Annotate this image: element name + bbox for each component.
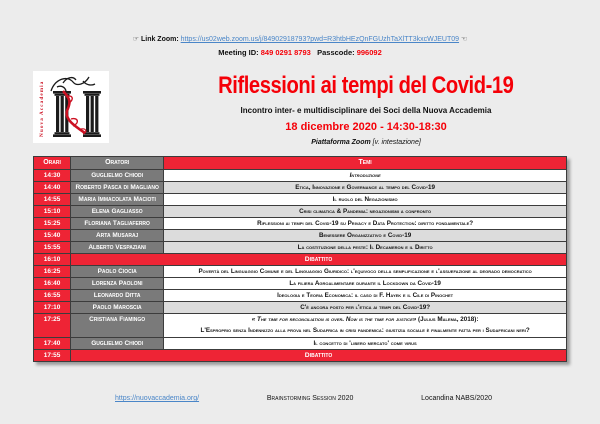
time-cell: 15:40 xyxy=(34,230,71,242)
topic-cell: Etica, Innovazione e Governance al tempo del Covid-19 xyxy=(164,182,567,194)
topic-cell xyxy=(164,314,567,338)
speaker-cell: Paolo Ciocia xyxy=(71,266,164,278)
time-cell: 15:10 xyxy=(34,206,71,218)
speaker-cell: Leonardo Ditta xyxy=(71,290,164,302)
meeting-id-value: 849 0291 8793 xyxy=(260,48,311,57)
session-row xyxy=(34,266,567,278)
platform-name: Piattaforma Zoom xyxy=(311,139,371,146)
header-temi: Temi xyxy=(164,157,567,170)
debate-row xyxy=(34,350,567,362)
session-row xyxy=(34,218,567,230)
table-header-row xyxy=(34,157,567,170)
time-cell: 16:55 xyxy=(34,290,71,302)
schedule-body xyxy=(34,170,567,362)
session-row xyxy=(34,194,567,206)
quote-text: « The time for reconciliation is over. Now is the time for justice» xyxy=(251,316,417,323)
session-row xyxy=(34,290,567,302)
session-row xyxy=(34,242,567,254)
header-oratori: Oratori xyxy=(71,157,164,170)
time-cell: 17:40 xyxy=(34,338,71,350)
session-row xyxy=(34,170,567,182)
topic-cell: Crisi climatica & Pandemia: negazionismi a confronto xyxy=(164,206,567,218)
topic-cell: Il concetto di 'libero mercato' come virus xyxy=(164,338,567,350)
footer-locandina-label: Locandina NABS/2020 xyxy=(421,395,492,402)
topic-cell: Povertà del Linguaggio Comune e del Linguaggio Giuridico: l'equivoco della semplificazione e l'assuefazione al degrado democratico xyxy=(164,266,567,278)
session-row xyxy=(34,206,567,218)
debate-row xyxy=(34,254,567,266)
speaker-cell: Paolo Maroscia xyxy=(71,302,164,314)
topic-cell: La filiera Agroalimentare durante il Lockdown da Covid-19 xyxy=(164,278,567,290)
topic-cell: C'è ancora posto per l'etica ai tempi del Covid-19? xyxy=(164,302,567,314)
footer xyxy=(33,394,567,403)
topic-cell: Benessere Organizzativo e Covid-19 xyxy=(164,230,567,242)
website-link[interactable]: https://nuovaccademia.org/ xyxy=(115,395,200,402)
topic-cell: Ideologia e Teoria Economica: il caso di F. Hayek e il Cile di Pinochet xyxy=(164,290,567,302)
time-cell: 16:40 xyxy=(34,278,71,290)
topic-cell: Il ruolo del Negazionismo xyxy=(164,194,567,206)
pointer-left-icon: ☜ xyxy=(460,36,468,43)
meeting-info-line xyxy=(0,48,600,57)
speaker-cell: Roberto Pasca di Magliano xyxy=(71,182,164,194)
logo-graphic xyxy=(33,71,109,143)
time-cell: 15:55 xyxy=(34,242,71,254)
time-cell: 14:30 xyxy=(34,170,71,182)
time-cell: 16:25 xyxy=(34,266,71,278)
zoom-link-label: Link Zoom: xyxy=(140,36,179,43)
passcode-label: Passcode: xyxy=(317,48,355,57)
topic-cell: La costituzione della peste: Il Decameron e il Diritto xyxy=(164,242,567,254)
debate-cell: Dibattito xyxy=(71,254,567,266)
session-row xyxy=(34,182,567,194)
logo-vertical-text: Nuova Accademia xyxy=(39,80,45,137)
platform-line xyxy=(165,139,567,146)
passcode-value: 996092 xyxy=(356,48,382,57)
speaker-cell: Guglielmo Chiodi xyxy=(71,170,164,182)
session-row xyxy=(34,314,567,338)
event-subtitle: Incontro inter- e multidisciplinare dei Soci della Nuova Accademia xyxy=(240,106,492,115)
speaker-cell: Maria Immacolata Macioti xyxy=(71,194,164,206)
zoom-meeting-link[interactable]: https://us02web.zoom.us/j/84902918793?pwd=R3htbHEzQnFGUzhTaXlTT3kxcWJEUT09 xyxy=(180,36,460,43)
time-cell: 15:25 xyxy=(34,218,71,230)
header xyxy=(33,71,567,146)
time-cell: 17:10 xyxy=(34,302,71,314)
nuova-accademia-logo xyxy=(33,71,109,143)
speaker-cell: Floriana Tagliaferro xyxy=(71,218,164,230)
header-center xyxy=(109,71,567,146)
quote-attribution: (Julius Malema, 2018): xyxy=(416,316,479,323)
speaker-cell: Elena Gagliasso xyxy=(71,206,164,218)
schedule-table xyxy=(33,156,567,362)
topic-line2: L'Esproprio senza Indennizzo alla prova nel Sudafrica in crisi pandemica: giustizia sociale è finalmente fatta per i Sudafricani neri? xyxy=(200,327,530,334)
time-cell: 14:55 xyxy=(34,194,71,206)
time-cell: 16:10 xyxy=(34,254,71,266)
speaker-cell: Arta Musaraj xyxy=(71,230,164,242)
event-title: Riflessioni ai tempi del Covid-19 xyxy=(218,72,514,99)
speaker-cell: Lorenza Paoloni xyxy=(71,278,164,290)
debate-cell: Dibattito xyxy=(71,350,567,362)
speaker-cell: Alberto Vespaziani xyxy=(71,242,164,254)
footer-session-label: Brainstorming Session 2020 xyxy=(266,395,354,402)
header-orari: Orari xyxy=(34,157,71,170)
speaker-cell: Guglielmo Chiodi xyxy=(71,338,164,350)
time-cell: 17:55 xyxy=(34,350,71,362)
topic-cell: Introduzione xyxy=(164,170,567,182)
meeting-id-label: Meeting ID: xyxy=(218,48,259,57)
session-row xyxy=(34,338,567,350)
speaker-cell: Cristiana Fiamingo xyxy=(71,314,164,338)
topic-cell: Riflessioni ai tempi del Covid-19 su Privacy e Data Protection: diritto fondamentale? xyxy=(164,218,567,230)
event-date: 18 dicembre 2020 - 14:30-18:30 xyxy=(285,121,447,133)
platform-note: [v. intestazione] xyxy=(370,139,421,146)
pointer-right-icon: ☞ xyxy=(132,36,140,43)
zoom-link-line xyxy=(0,0,600,44)
session-row xyxy=(34,302,567,314)
time-cell: 14:40 xyxy=(34,182,71,194)
session-row xyxy=(34,278,567,290)
session-row xyxy=(34,230,567,242)
time-cell: 17:25 xyxy=(34,314,71,338)
